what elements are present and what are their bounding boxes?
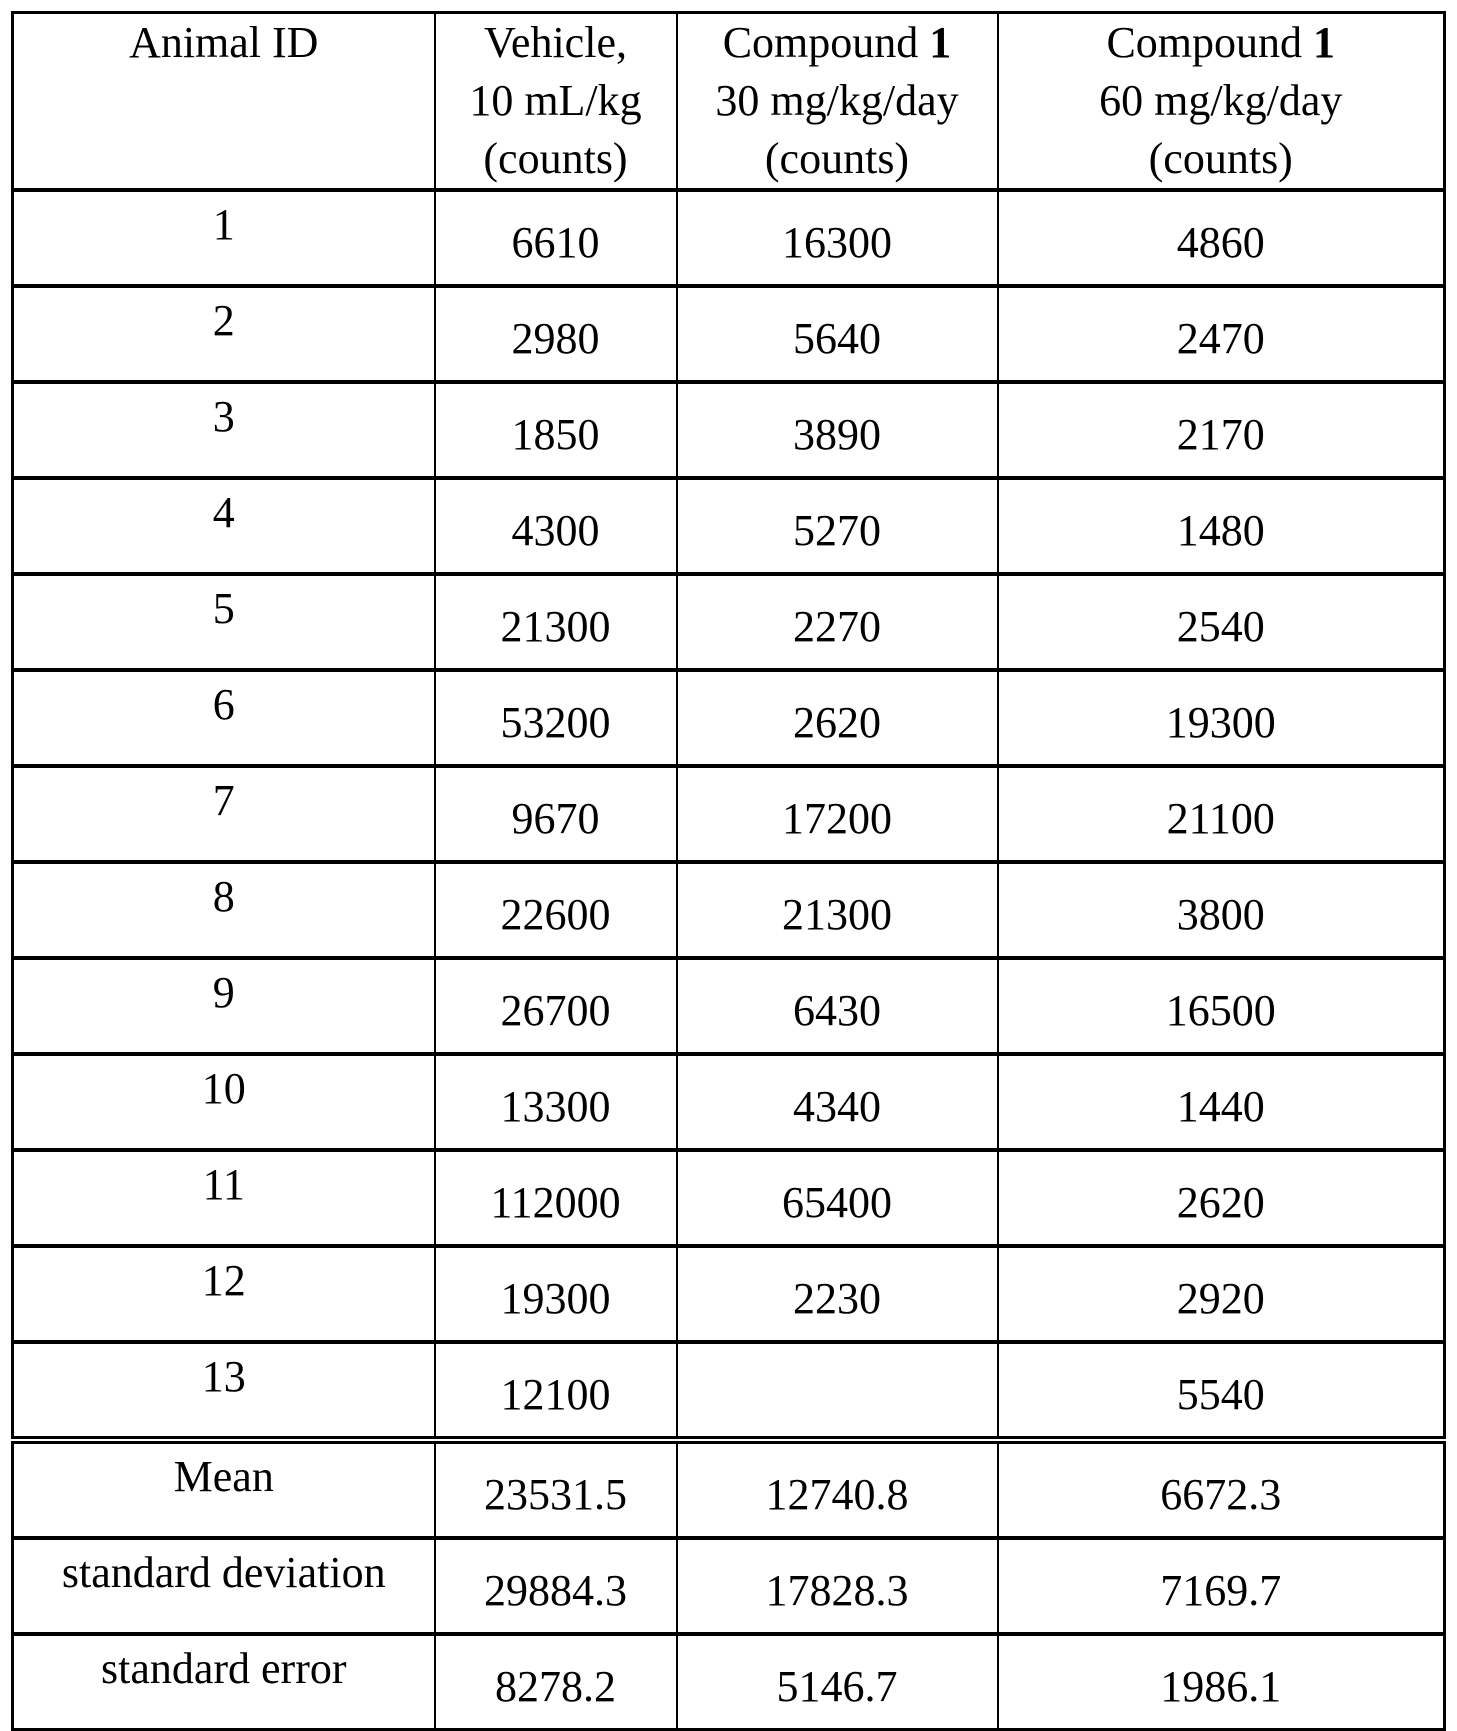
compound1-60-cell: 7169.7: [998, 1538, 1445, 1634]
table-row: [13, 958, 1445, 1054]
table-row: [13, 862, 1445, 958]
compound1-60-cell: 2540: [998, 574, 1445, 670]
compound1-30-cell: 2620: [677, 670, 998, 766]
header-text: (counts): [764, 134, 910, 183]
compound-number: 1: [1313, 18, 1336, 67]
table-row: [13, 478, 1445, 574]
stat-label-cell: standard error: [13, 1634, 435, 1730]
vehicle-cell: 53200: [435, 670, 677, 766]
animal-id-cell: 3: [13, 382, 435, 478]
vehicle-cell: 4300: [435, 478, 677, 574]
compound1-60-cell: 2470: [998, 286, 1445, 382]
compound1-30-cell: 4340: [677, 1054, 998, 1150]
table-row: [13, 1342, 1445, 1440]
table-stats: [13, 1440, 1445, 1730]
animal-id-cell: 8: [13, 862, 435, 958]
compound1-30-cell: 2230: [677, 1246, 998, 1342]
table-row: [13, 286, 1445, 382]
table-row: [13, 766, 1445, 862]
header-vehicle: [435, 13, 677, 191]
header-text: (counts): [483, 134, 628, 183]
vehicle-cell: 22600: [435, 862, 677, 958]
compound1-30-cell: 6430: [677, 958, 998, 1054]
compound1-60-cell: 19300: [998, 670, 1445, 766]
animal-id-cell: 6: [13, 670, 435, 766]
compound1-60-cell: 1480: [998, 478, 1445, 574]
vehicle-cell: 8278.2: [435, 1634, 677, 1730]
table-row: [13, 1054, 1445, 1150]
header-prefix: Compound: [1106, 18, 1314, 67]
compound1-30-cell: 5640: [677, 286, 998, 382]
compound1-30-cell: 16300: [677, 190, 998, 286]
header-text: [678, 14, 997, 72]
compound1-30-cell: 5270: [677, 478, 998, 574]
animal-id-cell: 12: [13, 1246, 435, 1342]
compound1-60-cell: 5540: [998, 1342, 1445, 1440]
header-text: 60 mg/kg/day: [1099, 76, 1343, 125]
stat-label-cell: standard deviation: [13, 1538, 435, 1634]
animal-id-cell: 7: [13, 766, 435, 862]
compound1-30-cell: 65400: [677, 1150, 998, 1246]
header-text: 10 mL/kg: [469, 76, 642, 125]
compound1-60-cell: 4860: [998, 190, 1445, 286]
compound1-30-cell: 17828.3: [677, 1538, 998, 1634]
vehicle-cell: 9670: [435, 766, 677, 862]
table-row: [13, 574, 1445, 670]
table-row: [13, 190, 1445, 286]
compound1-60-cell: 1440: [998, 1054, 1445, 1150]
header-text: [999, 14, 1444, 72]
header-row: [13, 13, 1445, 191]
vehicle-cell: 2980: [435, 286, 677, 382]
stats-row: [13, 1634, 1445, 1730]
vehicle-cell: 112000: [435, 1150, 677, 1246]
compound-number: 1: [929, 18, 952, 67]
compound1-30-cell: 21300: [677, 862, 998, 958]
compound1-30-cell: 3890: [677, 382, 998, 478]
data-table: [11, 11, 1446, 1731]
header-compound1-30: [677, 13, 998, 191]
vehicle-cell: 21300: [435, 574, 677, 670]
compound1-60-cell: 21100: [998, 766, 1445, 862]
animal-id-cell: 11: [13, 1150, 435, 1246]
table-row: [13, 1150, 1445, 1246]
stats-row: [13, 1440, 1445, 1538]
compound1-60-cell: 2170: [998, 382, 1445, 478]
vehicle-cell: 6610: [435, 190, 677, 286]
compound1-30-cell: 17200: [677, 766, 998, 862]
animal-id-cell: 9: [13, 958, 435, 1054]
stat-label-cell: Mean: [13, 1440, 435, 1538]
table-row: [13, 670, 1445, 766]
animal-id-cell: 2: [13, 286, 435, 382]
animal-id-cell: 4: [13, 478, 435, 574]
compound1-60-cell: 1986.1: [998, 1634, 1445, 1730]
animal-id-cell: 10: [13, 1054, 435, 1150]
header-text: 30 mg/kg/day: [715, 76, 959, 125]
header-text: (counts): [1148, 134, 1293, 183]
animal-id-cell: 13: [13, 1342, 435, 1440]
compound1-30-cell: 2270: [677, 574, 998, 670]
vehicle-cell: 1850: [435, 382, 677, 478]
vehicle-cell: 23531.5: [435, 1440, 677, 1538]
compound1-60-cell: 3800: [998, 862, 1445, 958]
compound1-30-cell: 12740.8: [677, 1440, 998, 1538]
table-row: [13, 382, 1445, 478]
stats-row: [13, 1538, 1445, 1634]
compound1-60-cell: 2620: [998, 1150, 1445, 1246]
compound1-30-cell: 5146.7: [677, 1634, 998, 1730]
header-animal-id: [13, 13, 435, 191]
animal-id-cell: 1: [13, 190, 435, 286]
animal-id-cell: 5: [13, 574, 435, 670]
compound1-60-cell: 2920: [998, 1246, 1445, 1342]
vehicle-cell: 26700: [435, 958, 677, 1054]
compound1-30-cell: [677, 1342, 998, 1440]
vehicle-cell: 13300: [435, 1054, 677, 1150]
header-text: Animal ID: [129, 18, 319, 67]
vehicle-cell: 19300: [435, 1246, 677, 1342]
header-prefix: Compound: [722, 18, 930, 67]
table-body: [13, 190, 1445, 1440]
vehicle-cell: 12100: [435, 1342, 677, 1440]
header-compound1-60: [998, 13, 1445, 191]
header-text: Vehicle,: [484, 18, 627, 67]
compound1-60-cell: 6672.3: [998, 1440, 1445, 1538]
vehicle-cell: 29884.3: [435, 1538, 677, 1634]
compound1-60-cell: 16500: [998, 958, 1445, 1054]
table-row: [13, 1246, 1445, 1342]
